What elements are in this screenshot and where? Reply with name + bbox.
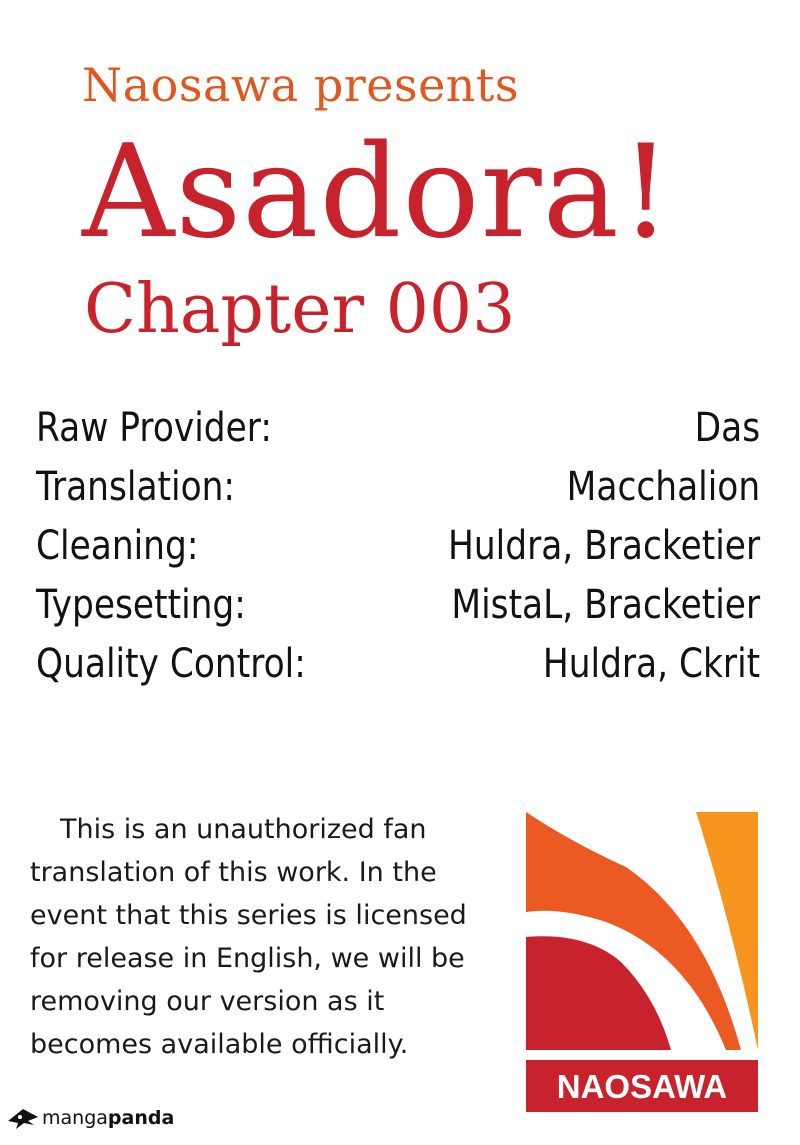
watermark-panda: panda bbox=[107, 1107, 175, 1129]
credit-name: Huldra, Ckrit bbox=[542, 640, 761, 687]
credit-name: Huldra, Bracketier bbox=[448, 522, 761, 569]
credit-row-cleaning bbox=[36, 516, 760, 575]
mangapanda-logo-icon bbox=[6, 1101, 40, 1135]
credit-role: Translation: bbox=[36, 463, 236, 510]
credit-row-translation bbox=[36, 457, 760, 516]
credit-role: Cleaning: bbox=[36, 522, 199, 569]
credit-role: Typesetting: bbox=[36, 581, 246, 628]
disclaimer-text: This is an unauthorized fan translation of this work. In the event that this series is licensed for release in English, we will be removing our version as it becomes available officially. bbox=[30, 814, 467, 1060]
credit-row-raw-provider bbox=[36, 398, 760, 457]
credit-role: Quality Control: bbox=[36, 640, 306, 687]
credit-name: MistaL, Bracketier bbox=[451, 581, 761, 628]
logo-red-shape bbox=[526, 936, 671, 1050]
presents-line: Naosawa presents bbox=[82, 58, 520, 112]
credit-role: Raw Provider: bbox=[36, 404, 272, 451]
credit-row-quality-control bbox=[36, 634, 760, 693]
watermark-manga: manga bbox=[42, 1107, 108, 1129]
credit-name: Macchalion bbox=[566, 463, 761, 510]
credit-row-typesetting bbox=[36, 575, 760, 634]
credits-list bbox=[36, 398, 760, 693]
series-title: Asadora! bbox=[82, 118, 673, 267]
naosawa-logo bbox=[526, 812, 758, 1112]
chapter-number: Chapter 003 bbox=[84, 270, 516, 349]
logo-text: NAOSAWA bbox=[556, 1068, 728, 1105]
mangapanda-watermark bbox=[6, 1098, 181, 1138]
credit-name: Das bbox=[694, 404, 761, 451]
